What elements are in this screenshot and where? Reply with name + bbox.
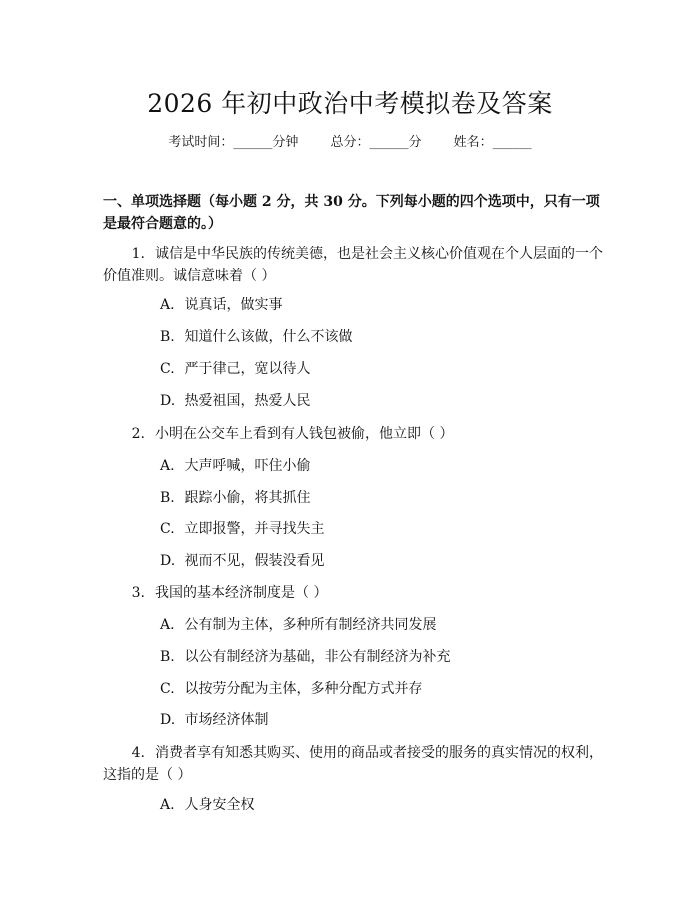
question-text-line: 我国的基本经济制度是（ ） bbox=[155, 585, 328, 601]
question-text-line: 价值准则。诚信意味着（ ） bbox=[103, 268, 276, 284]
option-text: 热爱祖国，热爱人民 bbox=[184, 393, 311, 409]
total-score-field bbox=[330, 131, 421, 150]
question-2 bbox=[103, 423, 603, 445]
question-1-option-b bbox=[160, 327, 600, 347]
question-4 bbox=[103, 742, 603, 786]
question-text-line: 这指的是（ ） bbox=[103, 767, 192, 783]
option-letter: B. bbox=[160, 649, 175, 665]
option-letter: C. bbox=[160, 361, 175, 377]
option-text: 以公有制经济为基础，非公有制经济为补充 bbox=[184, 649, 451, 665]
option-text: 严于律己，宽以待人 bbox=[184, 361, 311, 377]
option-text: 以按劳分配为主体，多种分配方式并存 bbox=[184, 681, 423, 697]
question-number: 3. bbox=[131, 585, 145, 601]
option-letter: D. bbox=[160, 393, 176, 409]
total-score-label: 总分： bbox=[330, 135, 370, 150]
question-3-option-d bbox=[160, 710, 600, 730]
exam-meta-line bbox=[0, 131, 700, 150]
exam-time-label: 考试时间： bbox=[168, 135, 234, 150]
question-text-line: 诚信是中华民族的传统美德，也是社会主义核心价值观在个人层面的一个 bbox=[155, 246, 603, 262]
option-text: 立即报警，并寻找失主 bbox=[184, 521, 325, 537]
option-text: 大声呼喊，吓住小偷 bbox=[184, 458, 311, 474]
option-text: 市场经济体制 bbox=[184, 712, 269, 728]
question-number: 1. bbox=[131, 246, 145, 262]
question-1 bbox=[103, 243, 603, 287]
option-letter: B. bbox=[160, 490, 175, 506]
question-3-option-b bbox=[160, 647, 600, 667]
question-text-line: 消费者享有知悉其购买、使用的商品或者接受的服务的真实情况的权利， bbox=[155, 745, 603, 761]
section-heading: 一、单项选择题（每小题 2 分，共 30 分。下列每小题的四个选项中，只有一项是最符合题意的。） bbox=[103, 194, 600, 232]
option-text: 视而不见，假装没看见 bbox=[184, 553, 325, 569]
option-letter: C. bbox=[160, 681, 175, 697]
question-4-option-a bbox=[160, 795, 600, 815]
exam-time-blank: ______ bbox=[233, 135, 273, 150]
option-text: 公有制为主体，多种所有制经济共同发展 bbox=[184, 617, 437, 633]
total-score-unit: 分 bbox=[408, 135, 422, 150]
student-name-field bbox=[454, 131, 532, 150]
total-score-blank: ______ bbox=[369, 135, 409, 150]
exam-time-unit: 分钟 bbox=[272, 135, 299, 150]
question-text-line: 小明在公交车上看到有人钱包被偷，他立即（ ） bbox=[155, 426, 454, 442]
question-3 bbox=[103, 582, 603, 604]
option-letter: B. bbox=[160, 329, 175, 345]
option-letter: A. bbox=[160, 458, 175, 474]
option-letter: C. bbox=[160, 521, 175, 537]
exam-time-field bbox=[168, 131, 298, 150]
option-text: 人身安全权 bbox=[184, 797, 255, 813]
question-2-option-c bbox=[160, 519, 600, 539]
question-number: 2. bbox=[131, 426, 145, 442]
option-letter: D. bbox=[160, 553, 176, 569]
question-1-option-a bbox=[160, 295, 600, 315]
question-number: 4. bbox=[131, 745, 145, 761]
option-letter: D. bbox=[160, 712, 176, 728]
question-3-option-c bbox=[160, 679, 600, 699]
question-1-option-d bbox=[160, 391, 600, 411]
question-1-option-c bbox=[160, 359, 600, 379]
option-letter: A. bbox=[160, 617, 175, 633]
page-title: 2026 年初中政治中考模拟卷及答案 bbox=[147, 89, 553, 118]
student-name-label: 姓名： bbox=[453, 135, 493, 150]
option-text: 说真话，做实事 bbox=[184, 297, 283, 313]
option-letter: A. bbox=[160, 797, 175, 813]
question-2-option-a bbox=[160, 456, 600, 476]
question-2-option-d bbox=[160, 551, 600, 571]
option-letter: A. bbox=[160, 297, 175, 313]
student-name-blank: ______ bbox=[492, 135, 532, 150]
option-text: 知道什么该做，什么不该做 bbox=[184, 329, 353, 345]
question-2-option-b bbox=[160, 488, 600, 508]
question-3-option-a bbox=[160, 615, 600, 635]
option-text: 跟踪小偷，将其抓住 bbox=[184, 490, 311, 506]
